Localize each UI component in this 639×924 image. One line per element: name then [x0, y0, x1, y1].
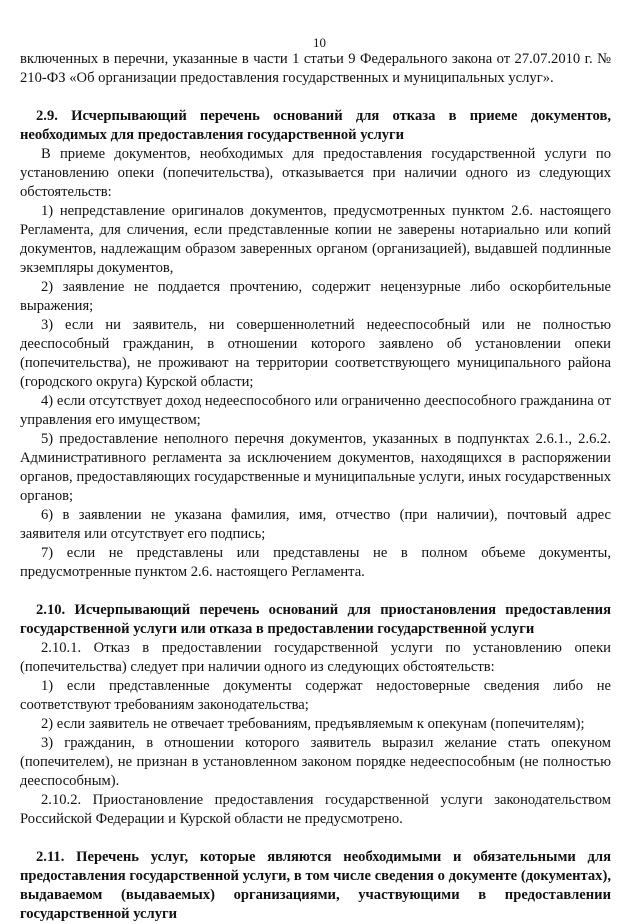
page-number: 10	[313, 35, 326, 50]
section-2-9-item-1: 1) непредставление оригиналов документов, предусмотренных пунктом 2.6. настоящего Регламента, для сличения, если представленные копии не заверены нотариально или копий документов, надлежащим образом заверенных органом (организацией), выдавшей подлинные экземпляры документов,	[20, 203, 611, 276]
section-2-9-lead: В приеме документов, необходимых для предоставления государственной услуги по установлению опеки (попечительства), отказывается при наличии одного из следующих обстоятельств:	[20, 146, 611, 200]
section-2-9-item-4: 4) если отсутствует доход недееспособного или ограниченно дееспособного гражданина от управления его имуществом;	[20, 393, 611, 428]
section-2-10-heading: 2.10. Исчерпывающий перечень оснований для приостановления предоставления государственной услуги или отказа в предоставлении государственной услуги	[20, 602, 611, 637]
section-2-10-1: 2.10.1. Отказ в предоставлении государственной услуги по установлению опеки (попечительства) следует при наличии одного из следующих обстоятельств:	[20, 640, 611, 675]
intro-continuation: включенных в перечни, указанные в части 1 статьи 9 Федерального закона от 27.07.2010 г. № 210-ФЗ «Об организации предоставления государственных и муниципальных услуг».	[20, 51, 611, 86]
section-2-9-item-3: 3) если ни заявитель, ни совершеннолетний недееспособный или не полностью дееспособный гражданин, в отношении которого заявлено об установлении опеки (попечительства), не проживают на территории соответствующего муниципального района (городского округа) Курской области;	[20, 317, 611, 390]
section-2-9-item-2: 2) заявление не поддается прочтению, содержит нецензурные либо оскорбительные выражения;	[20, 279, 611, 314]
section-2-9-heading: 2.9. Исчерпывающий перечень оснований для отказа в приеме документов, необходимых для предоставления государственной услуги	[20, 108, 611, 143]
section-2-9-item-5: 5) предоставление неполного перечня документов, указанных в подпунктах 2.6.1., 2.6.2. Административного регламента за исключением документов, находящихся в распоряжении органов, предоставляющих государственные и муниципальные услуги, иных государственных органов;	[20, 431, 611, 504]
section-2-10-2: 2.10.2. Приостановление предоставления государственной услуги законодательством Российской Федерации и Курской области не предусмотрено.	[20, 792, 611, 827]
section-2-10-item-3: 3) гражданин, в отношении которого заявитель выразил желание стать опекуном (попечителем), не признан в установленном законом порядке недееспособным (не полностью дееспособным).	[20, 735, 611, 789]
section-2-10-item-2: 2) если заявитель не отвечает требованиям, предъявляемым к опекунам (попечителям);	[41, 716, 585, 732]
section-2-9-item-6: 6) в заявлении не указана фамилия, имя, отчество (при наличии), почтовый адрес заявителя или отсутствует его подпись;	[20, 507, 611, 542]
section-2-11-heading: 2.11. Перечень услуг, которые являются необходимыми и обязательными для предоставления государственной услуги, в том числе сведения о документе (документах), выдаваемом (выдаваемых) организациями, участвующими в предоставлении государственной услуги	[20, 849, 611, 922]
document-body	[20, 50, 611, 924]
section-2-10-item-1: 1) если представленные документы содержат недостоверные сведения либо не соответствуют требованиям законодательства;	[20, 678, 611, 713]
section-2-9-item-7: 7) если не представлены или представлены не в полном объеме документы, предусмотренные пунктом 2.6. настоящего Регламента.	[20, 545, 611, 580]
